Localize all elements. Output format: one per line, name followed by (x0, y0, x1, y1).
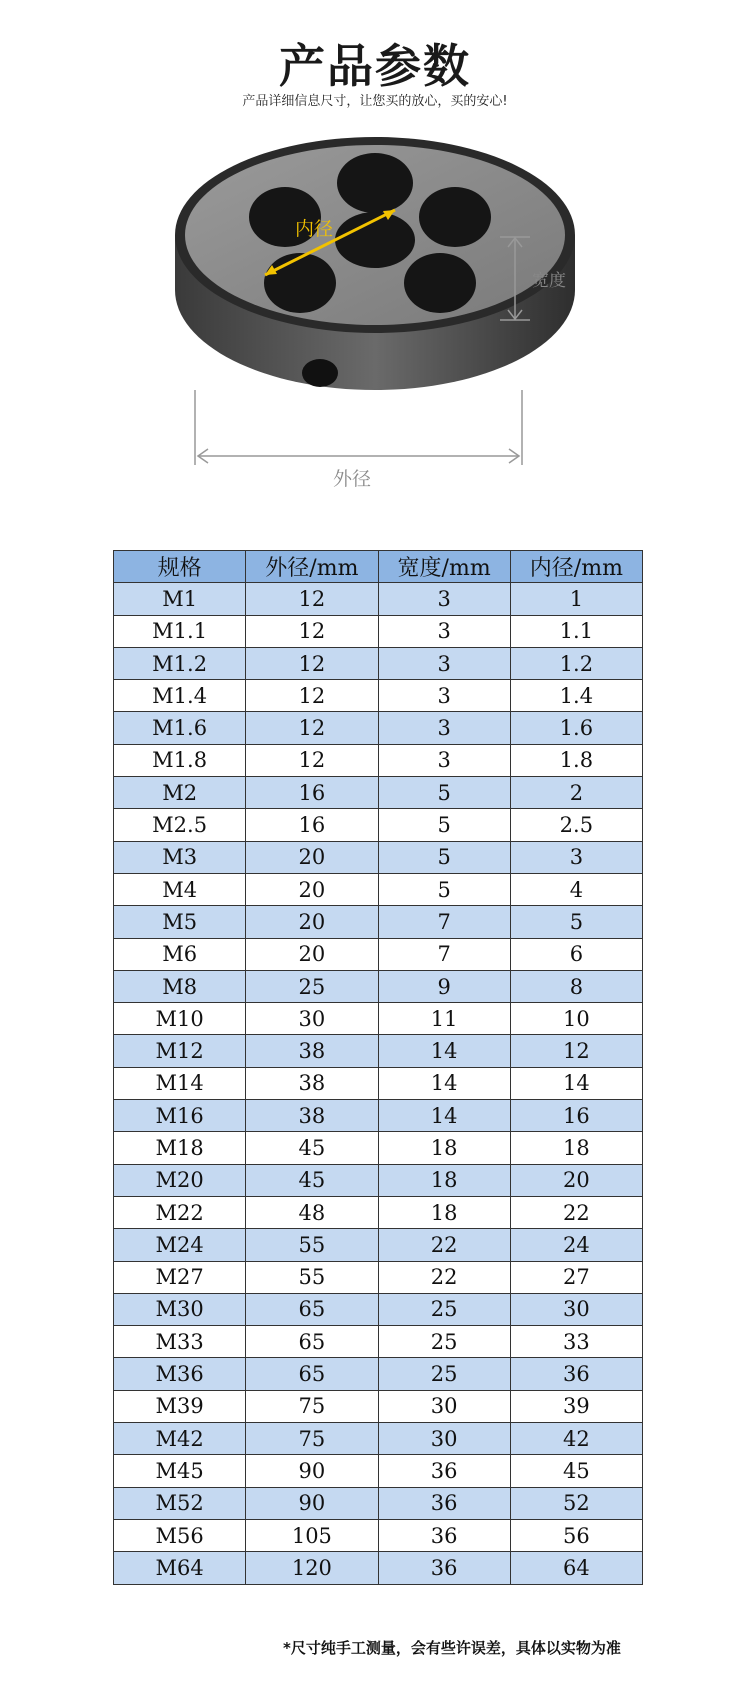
table-row (114, 809, 643, 841)
table-cell: 25 (378, 1293, 510, 1325)
table-cell: 18 (378, 1164, 510, 1196)
table-row (114, 1326, 643, 1358)
table-cell: 55 (246, 1261, 378, 1293)
table-cell: 7 (378, 906, 510, 938)
table-cell: 65 (246, 1326, 378, 1358)
table-row (114, 1423, 643, 1455)
table-cell: 45 (510, 1455, 642, 1487)
table-cell: 1.6 (510, 712, 642, 744)
table-cell: 14 (378, 1067, 510, 1099)
table-cell: 5 (378, 873, 510, 905)
inner-diameter-label: 内径 (295, 218, 334, 240)
table-cell: 1.8 (510, 744, 642, 776)
table-cell: 65 (246, 1358, 378, 1390)
table-cell: 36 (378, 1487, 510, 1519)
table-cell: M20 (114, 1164, 246, 1196)
table-row (114, 1487, 643, 1519)
table-row (114, 1132, 643, 1164)
table-cell: 5 (378, 841, 510, 873)
table-cell: 90 (246, 1487, 378, 1519)
table-cell: 10 (510, 1003, 642, 1035)
table-cell: 65 (246, 1293, 378, 1325)
table-cell: 90 (246, 1455, 378, 1487)
table-cell: 1.4 (510, 680, 642, 712)
table-cell: M6 (114, 938, 246, 970)
table-cell: 39 (510, 1390, 642, 1422)
table-cell: 20 (246, 873, 378, 905)
table-row (114, 1519, 643, 1551)
table-cell: 105 (246, 1519, 378, 1551)
table-row (114, 1552, 643, 1584)
table-row (114, 712, 643, 744)
table-row (114, 777, 643, 809)
table-cell: 36 (378, 1519, 510, 1551)
table-cell: 75 (246, 1390, 378, 1422)
table-cell: 56 (510, 1519, 642, 1551)
table-cell: 16 (510, 1100, 642, 1132)
table-cell: 9 (378, 970, 510, 1002)
table-cell: M2.5 (114, 809, 246, 841)
table-row (114, 906, 643, 938)
table-cell: M36 (114, 1358, 246, 1390)
table-row (114, 615, 643, 647)
table-cell: 45 (246, 1132, 378, 1164)
table-cell: 8 (510, 970, 642, 1002)
table-cell: 24 (510, 1229, 642, 1261)
table-row (114, 1164, 643, 1196)
table-cell: 30 (510, 1293, 642, 1325)
table-cell: M56 (114, 1519, 246, 1551)
table-cell: M3 (114, 841, 246, 873)
table-cell: M27 (114, 1261, 246, 1293)
table-cell: 12 (246, 712, 378, 744)
table-row (114, 1390, 643, 1422)
table-cell: M1.4 (114, 680, 246, 712)
table-row (114, 1100, 643, 1132)
table-row (114, 938, 643, 970)
table-cell: 25 (378, 1326, 510, 1358)
table-row (114, 1229, 643, 1261)
table-cell: 25 (378, 1358, 510, 1390)
table-cell: 11 (378, 1003, 510, 1035)
table-cell: M5 (114, 906, 246, 938)
column-header: 内径/mm (510, 551, 642, 583)
table-cell: 45 (246, 1164, 378, 1196)
table-cell: M4 (114, 873, 246, 905)
table-header-row (114, 551, 643, 583)
table-cell: 20 (246, 938, 378, 970)
table-cell: M16 (114, 1100, 246, 1132)
table-row (114, 1067, 643, 1099)
table-cell: 12 (246, 615, 378, 647)
table-row (114, 841, 643, 873)
table-row (114, 1003, 643, 1035)
table-cell: 5 (378, 809, 510, 841)
table-cell: 27 (510, 1261, 642, 1293)
table-cell: 2 (510, 777, 642, 809)
table-cell: 38 (246, 1035, 378, 1067)
table-cell: 3 (510, 841, 642, 873)
table-cell: 7 (378, 938, 510, 970)
table-cell: 30 (378, 1390, 510, 1422)
table-cell: M33 (114, 1326, 246, 1358)
column-header: 外径/mm (246, 551, 378, 583)
table-cell: 3 (378, 744, 510, 776)
table-cell: 12 (246, 680, 378, 712)
table-cell: M64 (114, 1552, 246, 1584)
table-cell: M1.8 (114, 744, 246, 776)
table-cell: 14 (378, 1100, 510, 1132)
table-cell: 30 (378, 1423, 510, 1455)
table-row (114, 1455, 643, 1487)
table-row (114, 680, 643, 712)
table-cell: 14 (378, 1035, 510, 1067)
table-cell: 3 (378, 647, 510, 679)
table-row (114, 873, 643, 905)
table-cell: M45 (114, 1455, 246, 1487)
table-cell: 22 (510, 1196, 642, 1228)
table-cell: 36 (510, 1358, 642, 1390)
table-cell: 30 (246, 1003, 378, 1035)
table-cell: M42 (114, 1423, 246, 1455)
table-cell: 25 (246, 970, 378, 1002)
table-cell: M30 (114, 1293, 246, 1325)
page-subtitle: 产品详细信息尺寸，让您买的放心，买的安心! (242, 94, 508, 109)
column-header: 宽度/mm (378, 551, 510, 583)
table-cell: 36 (378, 1455, 510, 1487)
table-cell: M22 (114, 1196, 246, 1228)
table-cell: 18 (378, 1132, 510, 1164)
table-cell: 2.5 (510, 809, 642, 841)
table-cell: 18 (510, 1132, 642, 1164)
table-row (114, 1261, 643, 1293)
table-row (114, 970, 643, 1002)
table-cell: 120 (246, 1552, 378, 1584)
table-cell: M1.2 (114, 647, 246, 679)
table-cell: 52 (510, 1487, 642, 1519)
column-header: 规格 (114, 551, 246, 583)
table-cell: 12 (246, 647, 378, 679)
table-cell: 75 (246, 1423, 378, 1455)
table-cell: 33 (510, 1326, 642, 1358)
table-cell: 1.1 (510, 615, 642, 647)
table-cell: 3 (378, 712, 510, 744)
table-row (114, 744, 643, 776)
width-label: 宽度 (532, 271, 566, 291)
table-row (114, 1196, 643, 1228)
table-cell: 20 (246, 906, 378, 938)
table-cell: 5 (378, 777, 510, 809)
table-cell: 4 (510, 873, 642, 905)
table-cell: 36 (378, 1552, 510, 1584)
table-cell: 48 (246, 1196, 378, 1228)
table-cell: 18 (378, 1196, 510, 1228)
table-cell: 1.2 (510, 647, 642, 679)
table-cell: 16 (246, 777, 378, 809)
table-cell: 38 (246, 1067, 378, 1099)
table-cell: 12 (246, 583, 378, 615)
product-photo-round-die (150, 125, 610, 505)
table-cell: 3 (378, 583, 510, 615)
table-cell: 12 (246, 744, 378, 776)
table-cell: M1.1 (114, 615, 246, 647)
table-cell: 6 (510, 938, 642, 970)
table-cell: M24 (114, 1229, 246, 1261)
table-cell: M10 (114, 1003, 246, 1035)
table-row (114, 1293, 643, 1325)
table-cell: M8 (114, 970, 246, 1002)
table-cell: 64 (510, 1552, 642, 1584)
table-cell: M18 (114, 1132, 246, 1164)
table-cell: 3 (378, 680, 510, 712)
table-cell: 3 (378, 615, 510, 647)
table-cell: 14 (510, 1067, 642, 1099)
table-cell: 12 (510, 1035, 642, 1067)
measurement-note: *尺寸纯手工测量，会有些许误差，具体以实物为准 (283, 1639, 621, 1657)
set-screw-hole (302, 359, 338, 387)
table-row (114, 647, 643, 679)
table-cell: 22 (378, 1229, 510, 1261)
table-row (114, 1358, 643, 1390)
table-cell: 55 (246, 1229, 378, 1261)
table-cell: M2 (114, 777, 246, 809)
table-cell: 16 (246, 809, 378, 841)
table-cell: M1 (114, 583, 246, 615)
table-cell: 42 (510, 1423, 642, 1455)
table-cell: M14 (114, 1067, 246, 1099)
table-cell: M52 (114, 1487, 246, 1519)
table-row (114, 1035, 643, 1067)
table-cell: M1.6 (114, 712, 246, 744)
table-cell: 22 (378, 1261, 510, 1293)
table-cell: 5 (510, 906, 642, 938)
page-title: 产品参数 (279, 39, 471, 93)
table-cell: M12 (114, 1035, 246, 1067)
spec-table (113, 550, 643, 1585)
outer-diameter-label: 外径 (333, 468, 372, 490)
table-row (114, 583, 643, 615)
table-cell: M39 (114, 1390, 246, 1422)
table-cell: 20 (246, 841, 378, 873)
table-cell: 38 (246, 1100, 378, 1132)
table-cell: 20 (510, 1164, 642, 1196)
table-cell: 1 (510, 583, 642, 615)
